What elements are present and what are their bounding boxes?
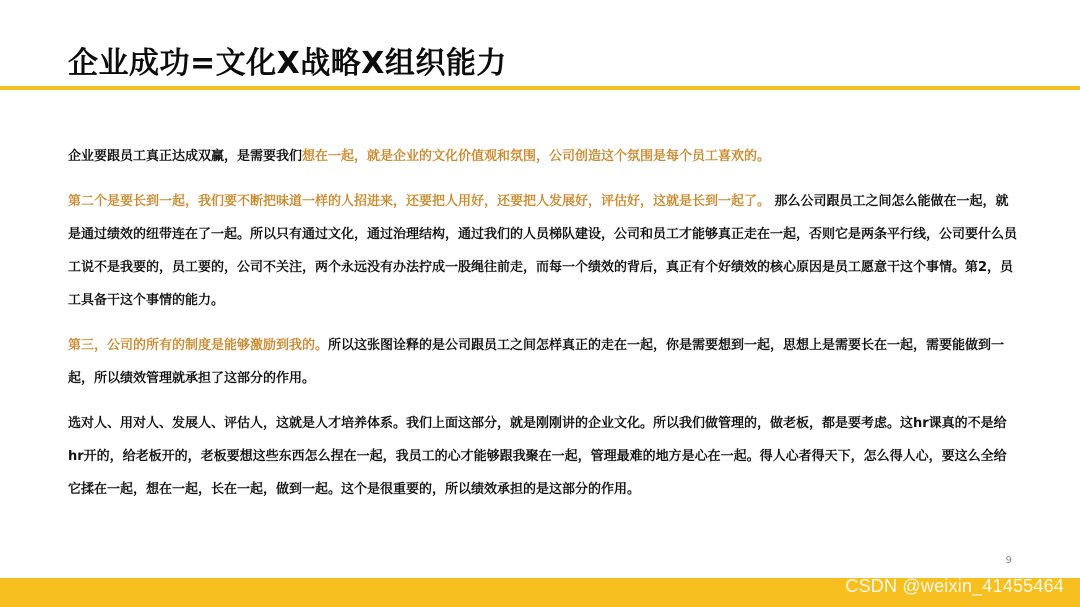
slide-body xyxy=(68,140,1018,506)
watermark: CSDN @weixin_41455464 xyxy=(845,576,1064,596)
paragraph-text: 选对人、用对人、发展人、评估人，这就是人才培养体系。我们上面这部分，就是刚刚讲的企业文化。所以我们做管理的，做老板，都是要考虑。这hr课真的不是给hr开的，给老板开的，老板要想这些东西怎么捏在一起，我员工的心才能够跟我聚在一起，管理最难的地方是心在一起。得人心者得天下，怎么得人心，要这么全给它揉在一起，想在一起，长在一起，做到一起。这个是很重要的，所以绩效承担的是这部分的作用。 xyxy=(68,416,1007,497)
paragraph-text: 企业要跟员工真正达成双赢，是需要我们 xyxy=(68,149,303,164)
paragraph-1 xyxy=(68,140,1018,173)
highlighted-text: 第三，公司的所有的制度是能够激励到我的。 xyxy=(68,338,329,353)
page-number: 9 xyxy=(1005,555,1012,566)
slide-title: 企业成功=文化X战略X组织能力 xyxy=(68,46,507,81)
highlighted-text: 想在一起，就是企业的文化价值观和氛围，公司创造这个氛围是每个员工喜欢的。 xyxy=(302,149,771,164)
title-underline xyxy=(0,86,1080,90)
paragraph-4 xyxy=(68,407,1018,506)
highlighted-text: 第二个是要长到一起，我们要不断把味道一样的人招进来，还要把人用好，还要把人发展好，评估好，这就是长到一起了。 xyxy=(68,194,771,209)
paragraph-3 xyxy=(68,329,1018,395)
paragraph-text: 那么公司跟员工之间怎么能做在一起，就是通过绩效的纽带连在了一起。所以只有通过文化，通过治理结构，通过我们的人员梯队建设，公司和员工才能够真正走在一起，否则它是两条平行线，公司要什么员工说不是我要的，员工要的，公司不关注，两个永远没有办法拧成一股绳往前走，而每一个绩效的背后，真正有个好绩效的核心原因是员工愿意干这个事情。第2，员工具备干这个事情的能力。 xyxy=(68,194,1018,308)
paragraph-text: 所以这张图诠释的是公司跟员工之间怎样真正的走在一起，你是需要想到一起，思想上是需要长在一起，需要能做到一起，所以绩效管理就承担了这部分的作用。 xyxy=(68,338,1005,386)
paragraph-2 xyxy=(68,185,1018,317)
